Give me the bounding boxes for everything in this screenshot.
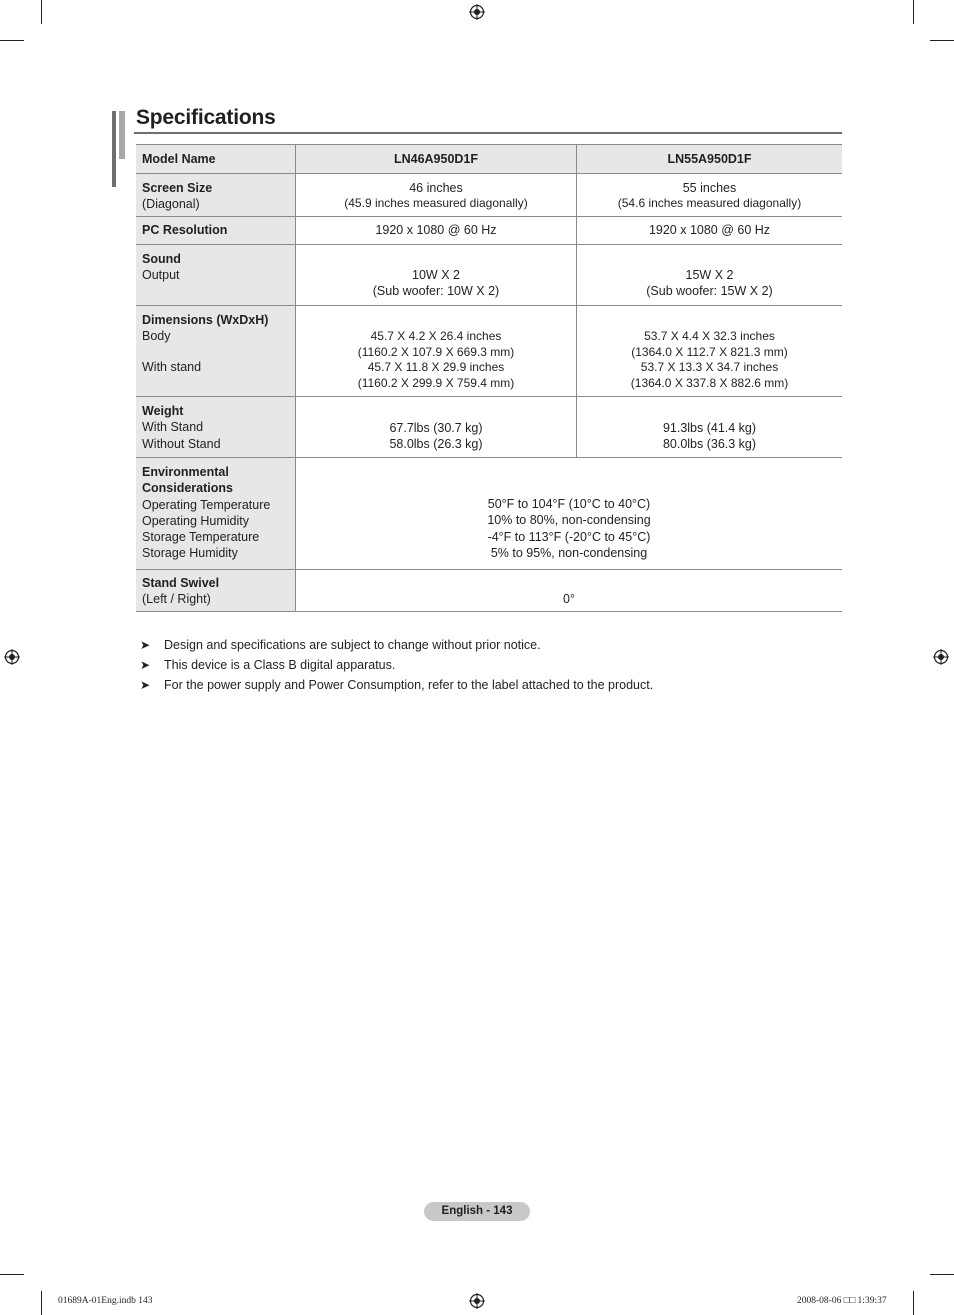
cell-value: (Sub woofer: 10W X 2)	[372, 284, 500, 299]
header-model-2: LN55A950D1F	[577, 145, 843, 174]
row-sublabel: (Diagonal)	[142, 197, 200, 212]
cell-value: 80.0lbs (36.3 kg)	[662, 437, 757, 452]
cell-value: 58.0lbs (26.3 kg)	[389, 437, 483, 452]
crop-mark	[41, 0, 42, 24]
table-header-row	[136, 145, 842, 174]
row-sublabel: Operating Temperature	[142, 497, 271, 512]
table-row-pc-resolution	[136, 217, 842, 245]
crop-mark	[930, 1274, 954, 1275]
table-row-stand-swivel	[136, 570, 842, 612]
row-label: Weight	[142, 404, 184, 418]
crop-mark	[0, 1274, 24, 1275]
row-label: Environmental	[142, 465, 229, 479]
row-label: PC Resolution	[142, 223, 228, 238]
table-row-dimensions	[136, 306, 842, 397]
row-sublabel: With stand	[142, 359, 202, 374]
crop-mark	[913, 1291, 914, 1315]
table-row-environmental	[136, 458, 842, 570]
arrow-bullet-icon: ➤	[140, 658, 151, 672]
cell-value: 45.7 X 4.2 X 26.4 inches	[370, 329, 502, 343]
row-label: Sound	[142, 252, 181, 266]
cell-value: 55 inches	[682, 181, 737, 195]
registration-mark-icon	[933, 649, 949, 665]
row-sublabel: With Stand	[142, 420, 204, 435]
cell-value: 0°	[296, 570, 843, 612]
header-model-1: LN46A950D1F	[296, 145, 577, 174]
row-sublabel: Storage Temperature	[142, 530, 260, 544]
cell-value: (Sub woofer: 15W X 2)	[646, 284, 773, 299]
row-label: Screen Size	[142, 181, 213, 195]
cell-value: (1160.2 X 107.9 X 669.3 mm)	[357, 344, 515, 359]
row-label: Considerations	[142, 481, 233, 496]
row-sublabel: Body	[142, 329, 171, 344]
row-sublabel: Output	[142, 268, 180, 283]
list-item	[140, 675, 653, 695]
notes-list	[140, 635, 653, 695]
cell-value: 1920 x 1080 @ 60 Hz	[296, 217, 577, 245]
crop-mark	[41, 1291, 42, 1315]
cell-value: 1920 x 1080 @ 60 Hz	[577, 217, 843, 245]
table-row-sound	[136, 245, 842, 306]
cell-value: 50°F to 104°F (10°C to 40°C)	[487, 497, 651, 511]
cell-value: 10% to 80%, non-condensing	[487, 513, 651, 528]
row-label: Dimensions (WxDxH)	[142, 313, 269, 327]
cell-value: 53.7 X 4.4 X 32.3 inches	[644, 329, 775, 343]
page-number-badge: English - 143	[424, 1202, 530, 1221]
cell-value: 45.7 X 11.8 X 29.9 inches	[367, 360, 505, 375]
cell-value: 91.3lbs (41.4 kg)	[662, 421, 757, 435]
note-text: For the power supply and Power Consumption, refer to the label attached to the product.	[164, 678, 654, 692]
row-sublabel: (Left / Right)	[142, 592, 211, 607]
print-slug-file: 01689A-01Eng.indb 143	[58, 1296, 153, 1306]
table-row-screen-size	[136, 174, 842, 217]
side-decoration-bar	[112, 111, 116, 187]
cell-value: (54.6 inches measured diagonally)	[617, 196, 802, 211]
crop-mark	[0, 40, 24, 41]
arrow-bullet-icon: ➤	[140, 678, 151, 692]
row-sublabel: Storage Humidity	[142, 546, 238, 561]
cell-value: (1364.0 X 337.8 X 882.6 mm)	[630, 375, 789, 390]
cell-value: 15W X 2	[685, 268, 734, 282]
title-underline	[134, 132, 842, 134]
cell-value: 10W X 2	[412, 268, 460, 282]
registration-mark-icon	[469, 1293, 485, 1309]
specifications-table	[136, 144, 842, 612]
side-decoration-bar	[119, 111, 125, 159]
cell-value: 53.7 X 13.3 X 34.7 inches	[640, 360, 779, 375]
cell-value: 67.7lbs (30.7 kg)	[389, 421, 483, 435]
registration-mark-icon	[4, 649, 20, 665]
note-text: Design and specifications are subject to change without prior notice.	[164, 638, 541, 652]
list-item	[140, 655, 653, 675]
page-title: Specifications	[136, 106, 276, 129]
crop-mark	[930, 40, 954, 41]
cell-value: 5% to 95%, non-condensing	[490, 545, 648, 560]
list-item	[140, 635, 653, 655]
row-sublabel: Operating Humidity	[142, 513, 249, 528]
registration-mark-icon	[469, 4, 485, 20]
cell-value: 46 inches	[409, 181, 463, 195]
cell-value: (1160.2 X 299.9 X 759.4 mm)	[357, 375, 515, 390]
cell-value: (1364.0 X 112.7 X 821.3 mm)	[631, 344, 788, 359]
cell-value: -4°F to 113°F (-20°C to 45°C)	[487, 529, 651, 544]
arrow-bullet-icon: ➤	[140, 638, 151, 652]
row-label: Stand Swivel	[142, 576, 220, 590]
crop-mark	[913, 0, 914, 24]
note-text: This device is a Class B digital apparatus.	[164, 658, 396, 672]
print-slug-date: 2008-08-06 □□ 1:39:37	[797, 1296, 887, 1306]
header-model-name: Model Name	[136, 145, 296, 174]
row-sublabel: Without Stand	[142, 436, 221, 451]
cell-value: (45.9 inches measured diagonally)	[344, 196, 528, 211]
table-row-weight	[136, 397, 842, 458]
